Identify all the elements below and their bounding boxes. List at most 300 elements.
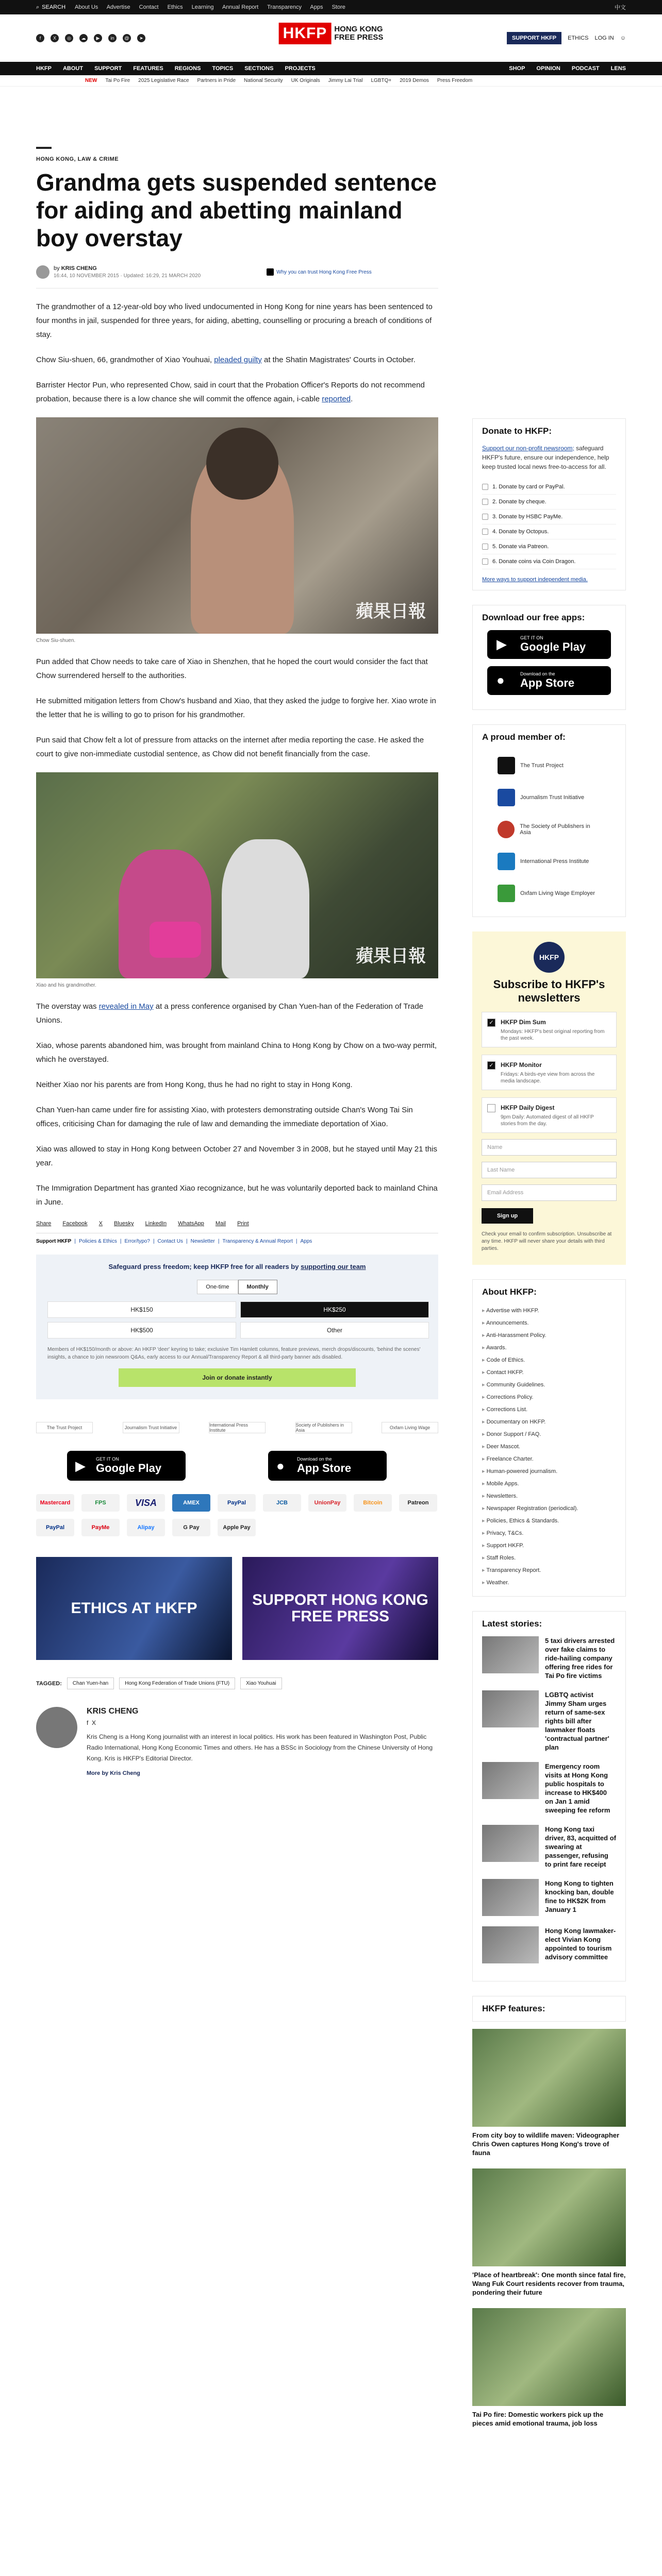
trending-item[interactable]: LGBTQ+ bbox=[371, 78, 392, 83]
story-thumbnail[interactable] bbox=[482, 1879, 539, 1916]
about-link[interactable]: ▸ Privacy, T&Cs. bbox=[482, 1527, 616, 1539]
story-thumbnail[interactable] bbox=[482, 1690, 539, 1727]
more-ways-link[interactable]: More ways to support independent media. bbox=[482, 577, 588, 583]
store-big-text: Google Play bbox=[520, 640, 586, 653]
more-by-author-link[interactable]: More by Kris Cheng bbox=[87, 1770, 140, 1776]
monthly-tab[interactable]: Monthly bbox=[238, 1280, 277, 1294]
store-big-text: App Store bbox=[297, 1462, 352, 1475]
nav-item[interactable]: OPINION bbox=[536, 65, 560, 72]
mastercard-icon[interactable]: Mastercard bbox=[36, 1494, 74, 1512]
about-link[interactable]: ▸ Deer Mascot. bbox=[482, 1440, 616, 1453]
member-name: Oxfam Living Wage Employer bbox=[520, 890, 595, 896]
story-thumbnail[interactable] bbox=[482, 1636, 539, 1673]
membership-note: Members of HK$150/month or above: An HKFP 'deer' keyring to take; exclusive Tim Hamlett columns, feature previews, merch drops/discounts, 'behind the scenes' insights, a chance to join newsroom Q&As, early access to our Annual/Transparency Report & all third-party banner ads disabled. bbox=[47, 1347, 421, 1360]
nav-item[interactable]: PODCAST bbox=[571, 65, 600, 72]
nav-item[interactable]: REGIONS bbox=[174, 65, 201, 72]
trending-item[interactable]: Tai Po Fire bbox=[105, 78, 130, 83]
paragraph: He submitted mitigation letters from Chow's husband and Xiao, that they asked the judge to forgive her. Xiao wrote in the letter that he is willing to go to prison for his grandmother. bbox=[36, 697, 436, 719]
utility-link[interactable]: Ethics bbox=[167, 4, 183, 10]
ethics-link[interactable]: ETHICS bbox=[568, 35, 589, 41]
about-link[interactable]: ▸ Documentary on HKFP. bbox=[482, 1416, 616, 1428]
utility-link[interactable]: About Us bbox=[75, 4, 98, 10]
text: safeguard HKFP's future, ensure our independence, help keep trusted local news free-to-access for all. bbox=[482, 445, 609, 470]
sopa-icon bbox=[498, 821, 515, 838]
paragraph: Chan Yuen-han came under fire for assisting Xiao, with protesters demonstrating outside Chan's Wong Tai Sin offices, criticising Chan for damaging the rule of law and demanding the immediate deportation of Xiao. bbox=[36, 1106, 413, 1128]
newsletter-name: HKFP Dim Sum bbox=[501, 1019, 546, 1026]
nav-item[interactable]: FEATURES bbox=[133, 65, 163, 72]
story-title[interactable]: Hong Kong taxi driver, 83, acquitted of swearing at passenger, refusing to print fare receipt bbox=[545, 1825, 616, 1868]
paragraph: Xiao, whose parents abandoned him, was brought from mainland China to Hong Kong by Chow on a two-way permit, which he overstayed. bbox=[36, 1041, 437, 1064]
article bbox=[36, 147, 438, 1776]
amount-option[interactable]: Other bbox=[240, 1322, 429, 1338]
sidebar-title: Latest stories: bbox=[482, 1619, 542, 1629]
paragraph: Pun added that Chow needs to take care of Xiao in Shenzhen, that he hoped the court would consider the fact that Chow surrendered herself to the authorities. bbox=[36, 657, 428, 680]
text: Safeguard press freedom; keep HKFP free for all readers by bbox=[108, 1263, 299, 1270]
feature-story[interactable] bbox=[472, 2308, 626, 2428]
trust-label: Why you can trust Hong Kong Free Press bbox=[276, 269, 372, 275]
header-actions bbox=[507, 32, 626, 44]
app-store-buttons bbox=[67, 1451, 438, 1481]
user-icon[interactable]: ☺ bbox=[620, 35, 626, 41]
search-toggle[interactable] bbox=[36, 4, 65, 11]
author-box bbox=[36, 1707, 438, 1776]
category-rule bbox=[36, 147, 52, 149]
promo-banners bbox=[36, 1557, 438, 1660]
byline-text bbox=[54, 265, 201, 279]
utility-link[interactable]: Learning bbox=[191, 4, 214, 10]
sidebar-title: About HKFP: bbox=[482, 1287, 537, 1297]
about-list bbox=[482, 1304, 616, 1589]
google-pay-icon[interactable]: G Pay bbox=[172, 1519, 210, 1536]
trending-item[interactable]: Press Freedom bbox=[437, 78, 473, 83]
email-field[interactable]: Email Address bbox=[482, 1184, 617, 1201]
text: . bbox=[351, 395, 353, 403]
member-name: The Society of Publishers in Asia bbox=[520, 823, 590, 836]
utility-link[interactable]: Apps bbox=[310, 4, 323, 10]
tag-chip[interactable]: Chan Yuen-han bbox=[67, 1677, 114, 1689]
language-switch[interactable]: 中文 bbox=[615, 5, 626, 11]
paragraph bbox=[36, 378, 438, 406]
member-logo[interactable] bbox=[482, 750, 616, 782]
member-logo[interactable] bbox=[482, 782, 616, 814]
byline bbox=[36, 265, 438, 279]
feature-image[interactable] bbox=[472, 2308, 626, 2406]
site-logo[interactable] bbox=[279, 23, 384, 44]
partner-logo[interactable]: Society of Publishers in Asia bbox=[295, 1422, 352, 1433]
about-link[interactable]: ▸ Support HKFP. bbox=[482, 1539, 616, 1552]
donate-sidebar-box bbox=[472, 418, 626, 590]
app-store-button[interactable] bbox=[268, 1451, 387, 1481]
facebook-icon[interactable]: f bbox=[87, 1719, 89, 1726]
partner-logo[interactable]: The Trust Project bbox=[36, 1422, 93, 1433]
latest-story[interactable] bbox=[482, 1926, 616, 1963]
apple-icon: ● bbox=[276, 1458, 285, 1473]
store-big-text: App Store bbox=[520, 676, 575, 689]
photo-caption: Chow Siu-shuen. bbox=[36, 638, 76, 643]
nav-item[interactable]: HKFP bbox=[36, 65, 52, 72]
author-avatar-large[interactable] bbox=[36, 1707, 77, 1748]
latest-story[interactable] bbox=[482, 1762, 616, 1815]
instagram-icon[interactable]: ◎ bbox=[65, 34, 73, 42]
newsletter-desc: Fridays: A birds-eye view from across the media landscape. bbox=[501, 1072, 595, 1084]
trust-project-icon bbox=[267, 268, 274, 276]
paragraph: Pun said that Chow felt a lot of pressure from attacks on the internet after media reporting the case. He asked the court to give non-immediate custodial sentence, as Chow did not benefit financially from the case. bbox=[36, 736, 424, 758]
google-play-button[interactable] bbox=[487, 630, 611, 659]
sidebar-title: Donate to HKFP: bbox=[482, 426, 552, 436]
payment-methods bbox=[36, 1494, 438, 1536]
about-link[interactable]: ▸ Anti-Harassment Policy. bbox=[482, 1329, 616, 1342]
threads-icon[interactable]: @ bbox=[123, 34, 131, 42]
photo-watermark: 蘋果日報 bbox=[356, 601, 426, 622]
nav-item[interactable]: SECTIONS bbox=[244, 65, 274, 72]
newsletter-option[interactable] bbox=[482, 1055, 617, 1090]
google-play-icon: ▶ bbox=[496, 636, 507, 652]
donate-method[interactable]: 6. Donate coins via Coin Dragon. bbox=[482, 554, 616, 569]
about-sidebar-box bbox=[472, 1279, 626, 1597]
utility-links bbox=[75, 4, 353, 10]
latest-story[interactable] bbox=[482, 1636, 616, 1680]
text: at the Shatin Magistrates' Courts in October. bbox=[264, 355, 416, 364]
store-small-text: GET IT ON bbox=[96, 1456, 119, 1462]
about-link[interactable]: ▸ Contact HKFP. bbox=[482, 1366, 616, 1379]
newsletter-name: HKFP Daily Digest bbox=[501, 1104, 555, 1111]
photo-watermark: 蘋果日報 bbox=[356, 946, 426, 967]
paragraph: The grandmother of a 12-year-old boy who lived undocumented in Hong Kong for nine years has been sentenced to four months in jail, suspended for three years, for aiding, abetting, counselling or procuring a breach of conditions of stay. bbox=[36, 302, 433, 339]
inline-link[interactable]: revealed in May bbox=[98, 1002, 154, 1011]
author-avatar[interactable] bbox=[36, 265, 49, 279]
story-thumbnail[interactable] bbox=[482, 1825, 539, 1862]
footer-link[interactable]: Transparency & Annual Report bbox=[222, 1239, 293, 1244]
utility-bar bbox=[0, 0, 662, 14]
story-title[interactable]: LGBTQ activist Jimmy Sham urges return of same-sex rights bill after lawmaker floats 'contractual partner' plan bbox=[545, 1691, 609, 1751]
author-name[interactable]: KRIS CHENG bbox=[87, 1707, 139, 1716]
x-icon[interactable]: X bbox=[51, 34, 59, 42]
paragraph bbox=[36, 353, 438, 367]
about-link[interactable]: ▸ Newsletters. bbox=[482, 1490, 616, 1502]
nav-item[interactable]: TOPICS bbox=[212, 65, 234, 72]
google-play-button[interactable] bbox=[67, 1451, 186, 1481]
donation-widget bbox=[36, 1255, 438, 1399]
nav-item[interactable]: SHOP bbox=[509, 65, 525, 72]
text: Barrister Hector Pun, who represented Chow, said in court that the Probation Officer's Reports do not recommend probation, because there is a low chance she will commit the offence again, i-cable bbox=[36, 381, 425, 403]
about-link[interactable]: ▸ Freelance Charter. bbox=[482, 1453, 616, 1465]
paragraph: The Immigration Department has granted Xiao recognizance, but he was voluntarily deported back to mainland China in June. bbox=[36, 1184, 438, 1207]
share-link[interactable]: Share bbox=[36, 1221, 52, 1227]
store-small-text: Download on the bbox=[297, 1456, 332, 1462]
member-logo[interactable] bbox=[482, 845, 616, 877]
tag-chip[interactable]: Hong Kong Federation of Trade Unions (FTU) bbox=[119, 1677, 235, 1689]
article-footer-links: Support HKFP | Policies & Ethics | Error/typo? | Contact Us | Newsletter | Transparency & Annual Report | Apps bbox=[36, 1233, 438, 1244]
donate-text bbox=[482, 444, 616, 471]
sidebar-title: HKFP features: bbox=[472, 1996, 626, 2022]
latest-story[interactable] bbox=[482, 1690, 616, 1752]
about-link[interactable]: ▸ Mobile Apps. bbox=[482, 1478, 616, 1490]
donation-heading bbox=[47, 1263, 427, 1270]
tag-chip[interactable]: Xiao Youhuai bbox=[240, 1677, 282, 1689]
about-link[interactable]: ▸ Code of Ethics. bbox=[482, 1354, 616, 1366]
checkbox-checked[interactable]: ✓ bbox=[487, 1019, 495, 1027]
trending-item[interactable]: Partners in Pride bbox=[197, 78, 236, 83]
latest-list bbox=[482, 1636, 616, 1963]
main-nav bbox=[0, 62, 662, 75]
nav-item[interactable]: SUPPORT bbox=[94, 65, 122, 72]
member-logo[interactable] bbox=[482, 814, 616, 845]
site-header bbox=[0, 14, 662, 62]
about-link[interactable]: ▸ Staff Roles. bbox=[482, 1552, 616, 1564]
photo-caption: Xiao and his grandmother. bbox=[36, 982, 96, 988]
donate-methods bbox=[482, 480, 616, 569]
x-icon[interactable]: X bbox=[92, 1719, 96, 1726]
story-title[interactable]: Hong Kong to tighten knocking ban, double fine to HK$2K from January 1 bbox=[545, 1879, 614, 1913]
text: at a press conference organised by Chan Yuen-han of the Federation of Trade Unions. bbox=[36, 1002, 424, 1025]
donate-method[interactable]: 3. Donate by HSBC PayMe. bbox=[482, 510, 616, 524]
amount-option[interactable]: HK$150 bbox=[47, 1301, 236, 1318]
share-bluesky[interactable]: Bluesky bbox=[114, 1221, 134, 1227]
app-store-button[interactable] bbox=[487, 666, 611, 695]
apple-icon: ● bbox=[496, 672, 505, 688]
apps-sidebar-box bbox=[472, 605, 626, 710]
donate-method[interactable]: 4. Donate by Octopus. bbox=[482, 524, 616, 539]
ipi-icon bbox=[498, 853, 515, 870]
one-time-tab[interactable]: One-time bbox=[197, 1280, 238, 1294]
bitcoin-icon[interactable]: Bitcoin bbox=[354, 1494, 392, 1512]
footer-link[interactable]: Policies & Ethics bbox=[78, 1239, 117, 1244]
story-title[interactable]: Emergency room visits at Hong Kong public hospitals to increase to HK$400 on Jan 1 amid sweeping fee reform bbox=[545, 1762, 610, 1814]
ethics-banner[interactable]: ETHICS AT HKFP bbox=[36, 1557, 232, 1660]
latest-story[interactable] bbox=[482, 1879, 616, 1916]
about-link[interactable]: ▸ Newspaper Registration (periodical). bbox=[482, 1502, 616, 1515]
logo-text bbox=[334, 25, 383, 42]
partner-logo[interactable]: International Press Institute bbox=[209, 1422, 266, 1433]
footer-link[interactable]: Newsletter bbox=[190, 1239, 215, 1244]
utility-link[interactable]: Contact bbox=[139, 4, 159, 10]
store-small-text: GET IT ON bbox=[520, 635, 543, 640]
paypal-icon[interactable]: PayPal bbox=[218, 1494, 256, 1512]
youtube-icon[interactable]: ▶ bbox=[94, 34, 102, 42]
member-name: Journalism Trust Initiative bbox=[520, 794, 585, 801]
tagged-label: TAGGED: bbox=[36, 1680, 62, 1687]
support-banner[interactable]: SUPPORT HONG KONG FREE PRESS bbox=[242, 1557, 438, 1660]
signup-button[interactable]: Sign up bbox=[482, 1208, 533, 1224]
article-photo bbox=[36, 772, 438, 978]
story-thumbnail[interactable] bbox=[482, 1762, 539, 1799]
partner-logo[interactable]: Oxfam Living Wage bbox=[382, 1422, 438, 1433]
newsletter-logo: HKFP bbox=[534, 942, 565, 973]
store-small-text: Download on the bbox=[520, 671, 555, 676]
about-link[interactable]: ▸ Announcements. bbox=[482, 1317, 616, 1329]
donate-method[interactable]: 1. Donate by card or PayPal. bbox=[482, 480, 616, 495]
apple-pay-icon[interactable]: Apple Pay bbox=[218, 1519, 256, 1536]
alipay-icon[interactable]: Alipay bbox=[127, 1519, 165, 1536]
trending-item[interactable]: National Security bbox=[244, 78, 283, 83]
about-link[interactable]: ▸ Advertise with HKFP. bbox=[482, 1304, 616, 1317]
share-facebook[interactable]: Facebook bbox=[62, 1221, 88, 1227]
newsletter-desc: Mondays: HKFP's best original reporting from the past week. bbox=[501, 1029, 605, 1041]
photo-figure-head bbox=[206, 428, 278, 500]
utility-link[interactable]: Store bbox=[332, 4, 345, 10]
linkedin-icon[interactable]: in bbox=[108, 34, 117, 42]
login-link[interactable]: LOG IN bbox=[594, 35, 614, 41]
about-link[interactable]: ▸ Weather. bbox=[482, 1577, 616, 1589]
logo-line-1: HONG KONG bbox=[334, 25, 383, 33]
footer-link[interactable]: Support HKFP bbox=[36, 1239, 72, 1244]
name-field[interactable]: Name bbox=[482, 1139, 617, 1156]
payme-icon[interactable]: PayMe bbox=[81, 1519, 120, 1536]
amount-option-selected[interactable]: HK$250 bbox=[240, 1301, 429, 1318]
divider bbox=[36, 288, 438, 289]
about-link[interactable]: ▸ Human-powered journalism. bbox=[482, 1465, 616, 1478]
patreon-icon[interactable]: Patreon bbox=[399, 1494, 437, 1512]
trust-link[interactable] bbox=[267, 268, 372, 276]
sidebar-title: A proud member of: bbox=[482, 732, 566, 742]
amount-grid bbox=[47, 1301, 429, 1338]
feature-title[interactable]: Tai Po fire: Domestic workers pick up the pieces amid emotional trauma, job loss bbox=[472, 2411, 604, 2427]
sidebar-title: Download our free apps: bbox=[482, 613, 585, 622]
inline-link[interactable]: Support our non-profit newsroom; bbox=[482, 445, 574, 452]
about-link[interactable]: ▸ Corrections Policy. bbox=[482, 1391, 616, 1403]
story-title[interactable]: Hong Kong lawmaker-elect Vivian Kong appointed to tourism advisory committee bbox=[545, 1927, 616, 1961]
frequency-toggle bbox=[47, 1280, 427, 1294]
newsletter-desc: 9pm Daily: Automated digest of all HKFP stories from the day. bbox=[501, 1114, 594, 1127]
member-logo[interactable] bbox=[482, 877, 616, 909]
tag-list bbox=[36, 1677, 438, 1689]
feature-image[interactable] bbox=[472, 2168, 626, 2266]
social-icons bbox=[36, 34, 145, 42]
footer-link[interactable]: Error/typo? bbox=[124, 1239, 150, 1244]
share-mail[interactable]: Mail bbox=[215, 1221, 226, 1227]
features-box bbox=[472, 1996, 626, 2428]
article-dates: 16:44, 10 NOVEMBER 2015 · Updated: 16:29, 21 MARCH 2020 bbox=[54, 273, 201, 279]
nav-item[interactable]: ABOUT bbox=[62, 65, 84, 72]
byline-prefix: by bbox=[54, 265, 60, 272]
logo-mark: HKFP bbox=[279, 23, 332, 44]
latest-stories-box bbox=[472, 1611, 626, 1981]
author-bio: Kris Cheng is a Hong Kong journalist with an interest in local politics. His work has been featured in Washington Post, Public Radio International, Hong Kong Economic Times and others. He has a BSSc in Sociology from the Chinese University of Hong Kong. Kris is HKFP's Editorial Director. bbox=[87, 1733, 433, 1762]
footer-link[interactable]: Apps bbox=[300, 1239, 312, 1244]
author-link[interactable]: KRIS CHENG bbox=[61, 265, 97, 272]
support-button[interactable]: SUPPORT HKFP bbox=[507, 32, 561, 44]
share-whatsapp[interactable]: WhatsApp bbox=[178, 1221, 204, 1227]
article-photo bbox=[36, 417, 438, 634]
about-link[interactable]: ▸ Community Guidelines. bbox=[482, 1379, 616, 1391]
checkbox[interactable] bbox=[487, 1104, 495, 1112]
photo-figure bbox=[119, 850, 211, 978]
share-linkedin[interactable]: LinkedIn bbox=[145, 1221, 167, 1227]
photo-figure bbox=[222, 839, 309, 978]
telegram-icon[interactable]: ➤ bbox=[137, 34, 145, 42]
store-big-text: Google Play bbox=[96, 1462, 162, 1475]
trust-project-icon bbox=[498, 757, 515, 774]
donation-heading-link[interactable]: supporting our team bbox=[301, 1263, 366, 1270]
photo-handbag bbox=[150, 922, 201, 958]
google-play-icon: ▶ bbox=[75, 1458, 86, 1473]
partner-logo[interactable]: Journalism Trust Initiative bbox=[123, 1422, 179, 1433]
feature-title[interactable]: From city boy to wildlife maven: Videographer Chris Owen captures Hong Kong's trove of fauna bbox=[472, 2131, 620, 2157]
facebook-icon[interactable]: f bbox=[36, 34, 44, 42]
amex-icon[interactable]: AMEX bbox=[172, 1494, 210, 1512]
nav-item[interactable]: PROJECTS bbox=[285, 65, 316, 72]
newsletter-title: Subscribe to HKFP's newsletters bbox=[493, 978, 605, 1004]
fps-icon[interactable]: FPS bbox=[81, 1494, 120, 1512]
partner-logos bbox=[36, 1422, 438, 1433]
feature-image[interactable] bbox=[472, 2029, 626, 2127]
trending-item[interactable]: UK Originals bbox=[291, 78, 320, 83]
author-social bbox=[87, 1719, 438, 1726]
member-name: The Trust Project bbox=[520, 762, 564, 769]
trending-item[interactable]: 2025 Legislative Race bbox=[138, 78, 189, 83]
oxfam-icon bbox=[498, 885, 515, 902]
feature-story[interactable] bbox=[472, 2168, 626, 2297]
text: The overstay was bbox=[36, 1002, 97, 1011]
inline-link[interactable]: reported bbox=[322, 395, 351, 403]
article-category[interactable]: HONG KONG, LAW & CRIME bbox=[36, 156, 119, 162]
about-link[interactable]: ▸ Donor Support / FAQ. bbox=[482, 1428, 616, 1440]
logo-line-2: FREE PRESS bbox=[334, 33, 384, 42]
donate-button[interactable]: Join or donate instantly bbox=[119, 1368, 356, 1387]
utility-link[interactable]: Advertise bbox=[106, 4, 130, 10]
last-name-field[interactable]: Last Name bbox=[482, 1162, 617, 1178]
members-sidebar-box bbox=[472, 724, 626, 917]
trending-item[interactable]: Jimmy Lai Trial bbox=[328, 78, 363, 83]
features-list bbox=[472, 2029, 626, 2428]
donate-method[interactable]: 2. Donate by cheque. bbox=[482, 495, 616, 510]
article-title: Grandma gets suspended sentence for aiding and abetting mainland boy overstay bbox=[36, 169, 437, 251]
about-link[interactable]: ▸ Awards. bbox=[482, 1342, 616, 1354]
share-bar bbox=[36, 1221, 438, 1227]
unionpay-icon[interactable]: UnionPay bbox=[308, 1494, 346, 1512]
paragraph bbox=[36, 999, 438, 1027]
sidebar bbox=[472, 418, 626, 2442]
feature-title[interactable]: 'Place of heartbreak': One month since fatal fire, Wang Fuk Court residents recover from trauma, pondering their future bbox=[472, 2271, 626, 2296]
about-link[interactable]: ▸ Transparency Report. bbox=[482, 1564, 616, 1577]
about-link[interactable]: ▸ Policies, Ethics & Standards. bbox=[482, 1515, 616, 1527]
story-thumbnail[interactable] bbox=[482, 1926, 539, 1963]
bluesky-icon[interactable]: ☁ bbox=[79, 34, 88, 42]
newsletter-option[interactable] bbox=[482, 1097, 617, 1133]
newsletter-option[interactable] bbox=[482, 1012, 617, 1047]
feature-story[interactable] bbox=[472, 2029, 626, 2157]
paragraph: Neither Xiao nor his parents are from Hong Kong, thus he had no right to stay in Hong Kong. bbox=[36, 1080, 353, 1089]
paragraph: Xiao was allowed to stay in Hong Kong between October 27 and November 3 in 2008, but he stayed until May 21 this year. bbox=[36, 1145, 437, 1167]
latest-story[interactable] bbox=[482, 1825, 616, 1869]
about-link[interactable]: ▸ Corrections List. bbox=[482, 1403, 616, 1416]
utility-link[interactable]: Annual Report bbox=[222, 4, 259, 10]
member-name: International Press Institute bbox=[520, 858, 589, 865]
jcb-icon[interactable]: JCB bbox=[263, 1494, 301, 1512]
story-title[interactable]: 5 taxi drivers arrested over fake claims to ride-hailing company offering free rides for Tai Po fire victims bbox=[545, 1637, 615, 1680]
newsletter-name: HKFP Monitor bbox=[501, 1061, 542, 1069]
trending-item[interactable]: 2019 Demos bbox=[400, 78, 429, 83]
newsletter-fineprint: Check your email to confirm subscription. Unsubscribe at any time. HKFP will never share your details with third parties. bbox=[482, 1231, 612, 1251]
jti-icon bbox=[498, 789, 515, 806]
search-label: SEARCH bbox=[42, 4, 66, 10]
checkbox-checked[interactable]: ✓ bbox=[487, 1061, 495, 1070]
text: Chow Siu-shuen, 66, grandmother of Xiao Youhuai, bbox=[36, 355, 212, 364]
amount-option[interactable]: HK$500 bbox=[47, 1322, 236, 1338]
share-x[interactable]: X bbox=[98, 1221, 103, 1227]
new-badge: NEW bbox=[85, 78, 97, 83]
trending-bar bbox=[0, 75, 662, 87]
paypal-icon[interactable]: PayPal bbox=[36, 1519, 74, 1536]
share-print[interactable]: Print bbox=[237, 1221, 249, 1227]
visa-icon[interactable]: VISA bbox=[127, 1494, 165, 1512]
nav-right bbox=[509, 65, 626, 72]
donate-method[interactable]: 5. Donate via Patreon. bbox=[482, 539, 616, 554]
inline-link[interactable]: pleaded guilty bbox=[214, 355, 262, 364]
utility-link[interactable]: Transparency bbox=[267, 4, 302, 10]
nav-item[interactable]: LENS bbox=[610, 65, 626, 72]
footer-link[interactable]: Contact Us bbox=[157, 1239, 184, 1244]
